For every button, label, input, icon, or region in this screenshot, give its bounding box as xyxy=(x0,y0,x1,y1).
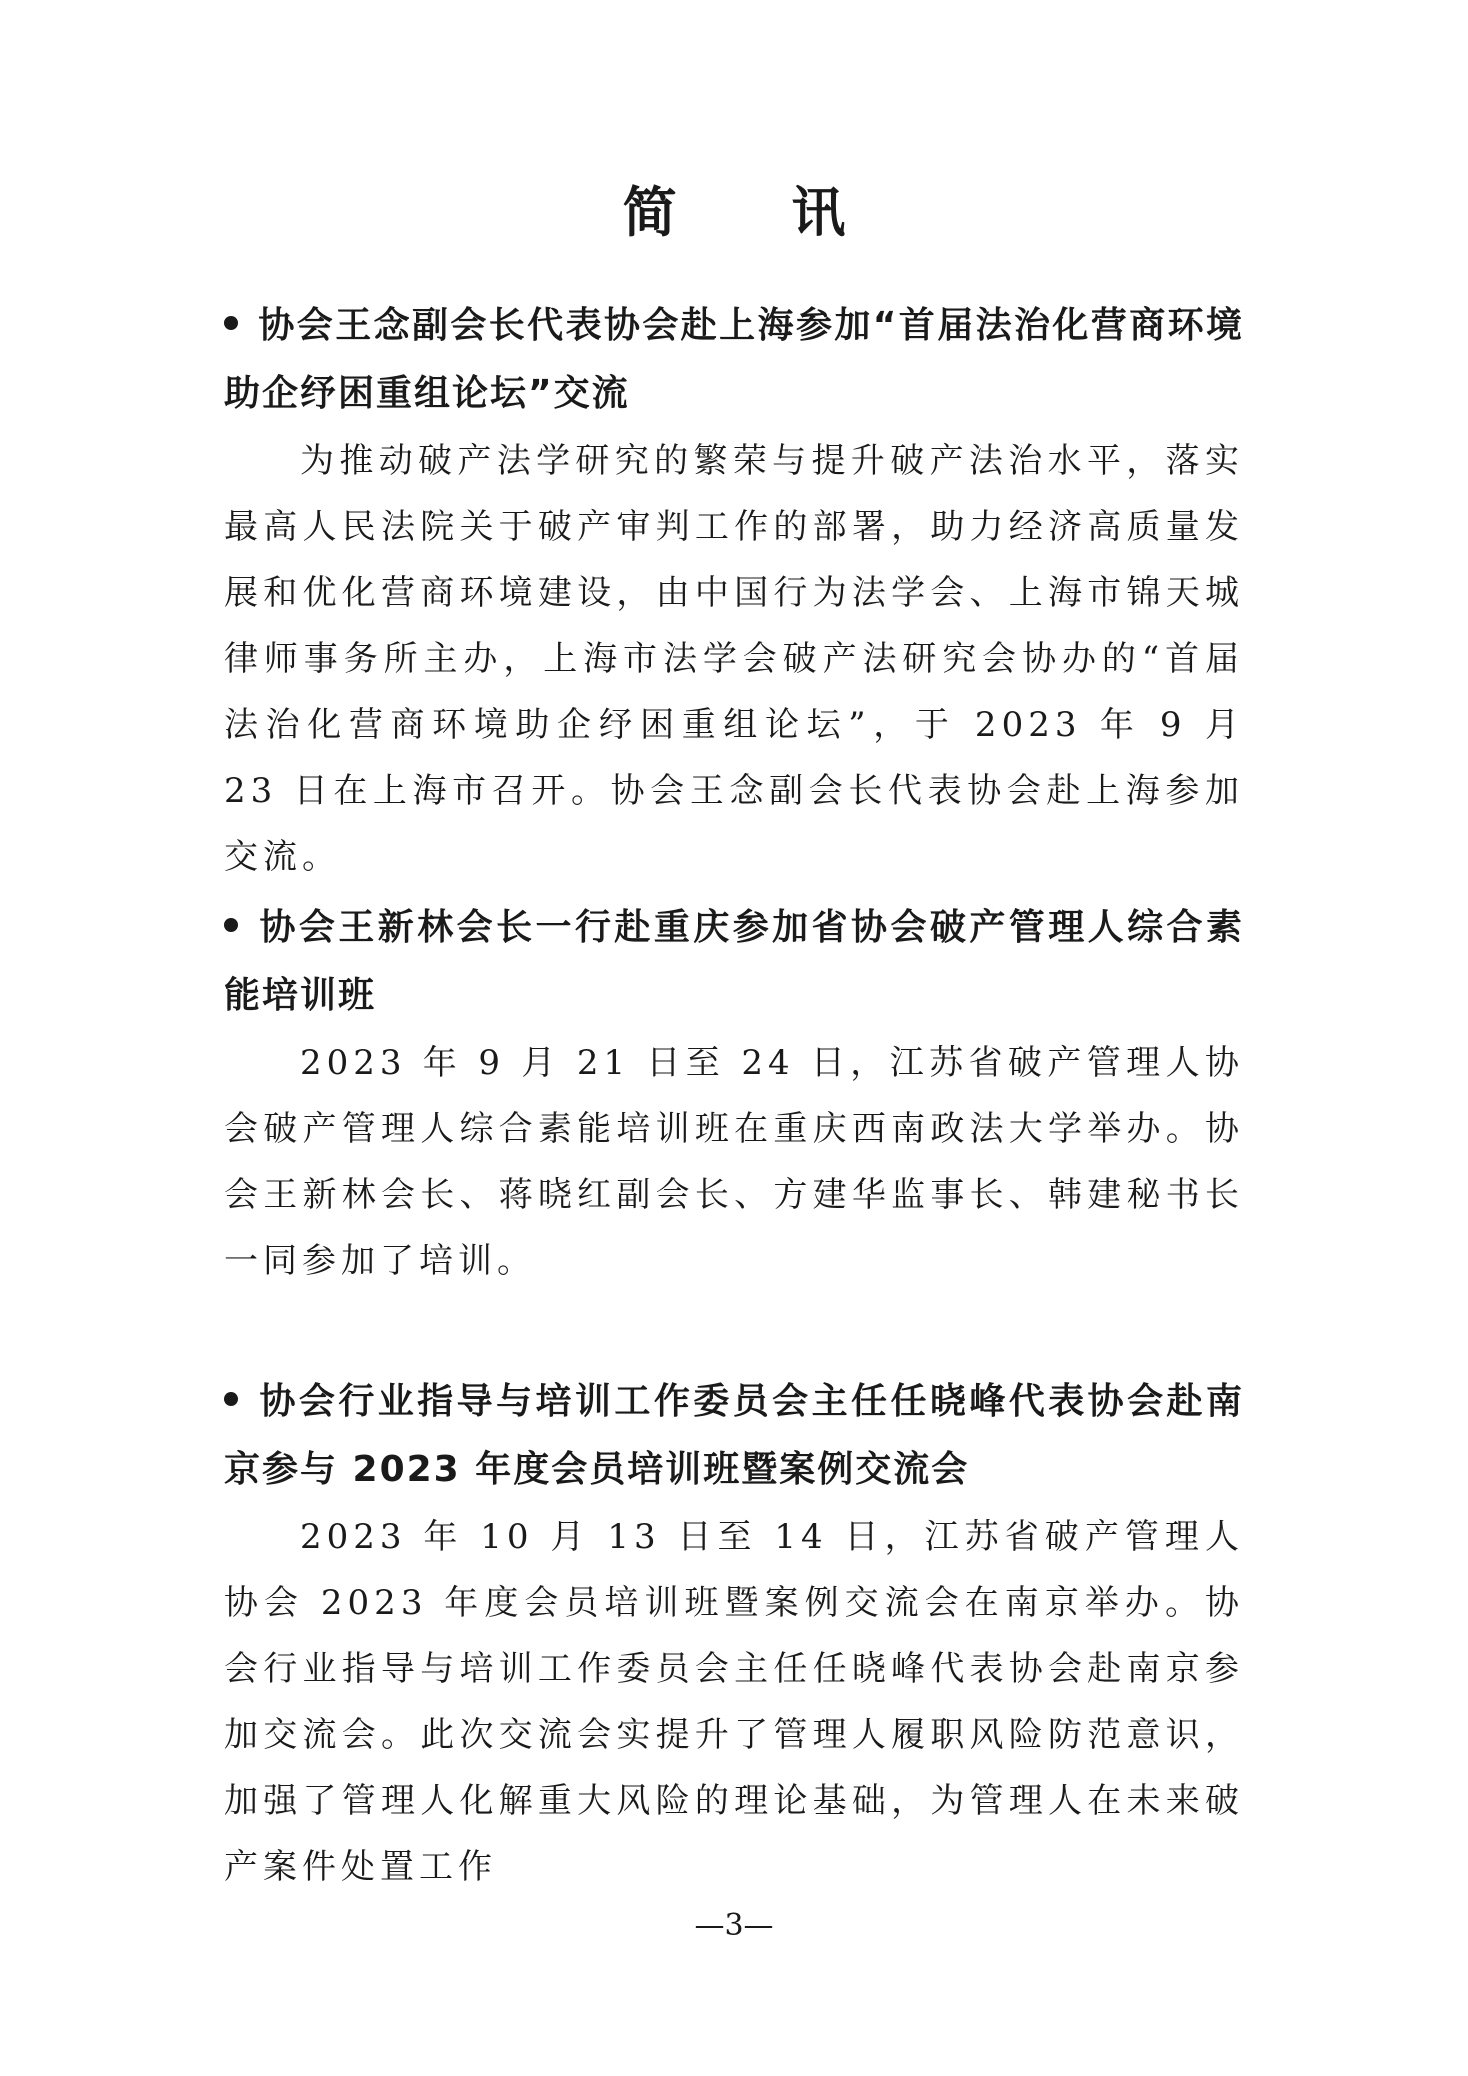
news-heading-3 xyxy=(224,1368,1244,1504)
news-item-2 xyxy=(224,894,1244,1294)
news-body-3: 2023 年 10 月 13 日至 14 日，江苏省破产管理人协会 2023 年度会员培训班暨案例交流会在南京举办。协会行业指导与培训工作委员会主任任晓峰代表协会赴南京参加交流会。此次交流会实提升了管理人履职风险防范意识，加强了管理人化解重大风险的理论基础，为管理人在未来破产案件处置工作 xyxy=(224,1517,1244,1887)
news-body-1: 为推动破产法学研究的繁荣与提升破产法治水平，落实最高人民法院关于破产审判工作的部署，助力经济高质量发展和优化营商环境建设，由中国行为法学会、上海市锦天城律师事务所主办，上海市法学会破产法研究会协办的“首届法治化营商环境助企纾困重组论坛”，于 2023 年 9 月 23 日在上海市召开。协会王念副会长代表协会赴上海参加交流。 xyxy=(224,441,1244,877)
news-item-3 xyxy=(224,1368,1244,1900)
news-body-2: 2023 年 9 月 21 日至 24 日，江苏省破产管理人协会破产管理人综合素能培训班在重庆西南政法大学举办。协会王新林会长、蒋晓红副会长、方建华监事长、韩建秘书长一同参加了培训。 xyxy=(224,1043,1244,1281)
bullet-icon xyxy=(224,316,238,330)
news-item-1 xyxy=(224,292,1244,890)
bullet-icon xyxy=(224,918,238,932)
page-title: 简 讯 xyxy=(622,181,894,244)
news-heading-2 xyxy=(224,894,1244,1030)
news-heading-text-1: 协会王念副会长代表协会赴上海参加“首届法治化营商环境助企纾困重组论坛”交流 xyxy=(224,305,1244,414)
bullet-icon xyxy=(224,1392,238,1406)
page-number: —3— xyxy=(694,1908,774,1943)
news-heading-1 xyxy=(224,292,1244,428)
news-heading-text-3: 协会行业指导与培训工作委员会主任任晓峰代表协会赴南京参与 2023 年度会员培训班暨案例交流会 xyxy=(224,1381,1244,1490)
news-heading-text-2: 协会王新林会长一行赴重庆参加省协会破产管理人综合素能培训班 xyxy=(224,907,1244,1016)
